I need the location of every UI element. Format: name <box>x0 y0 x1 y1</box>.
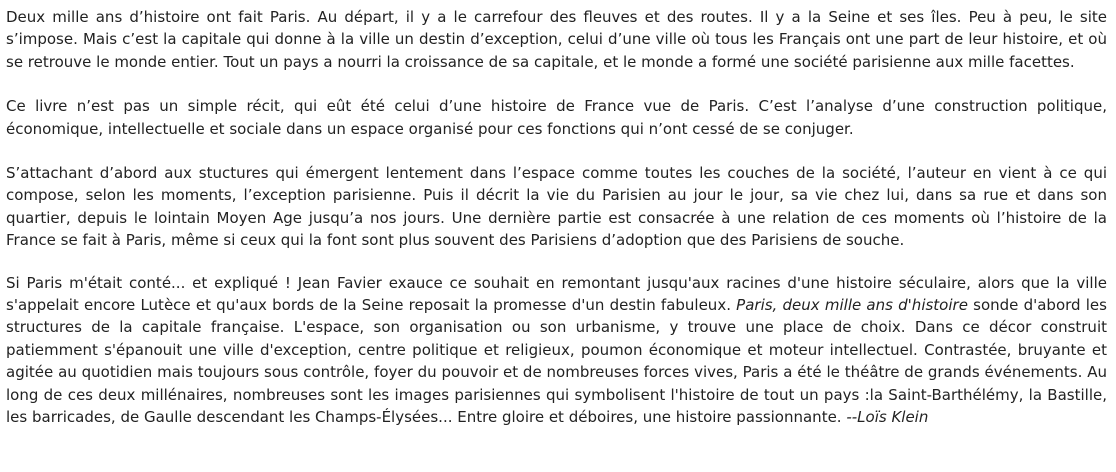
review-signature: --Loïs Klein <box>846 408 929 427</box>
review-text-body: sonde d'abord les structures de la capitale française. L'espace, son organisation ou son urbanisme, y trouve une place de choix. Dans ce décor construit patiemment s'épanouit une ville d'exception, centre politique et religieux, poumon économique et moteur intellectuel. Contrastée, bruyante et agitée au quotidien mais toujours sous contrôle, foyer du pouvoir et de nombreuses forces vives, Paris a été le théâtre de grands événements. Au long de ces deux millénaires, nombreuses sont les images parisiennes qui symbolisent l'histoire de tout un pays :la Saint-Barthélémy, la Bastille, les barricades, de Gaulle descendant les Champs-Élysées... Entre gloire et déboires, une histoire passionnante. <box>6 296 1107 427</box>
description-paragraph-3: S’attachant d’abord aux stuctures qui émergent lentement dans l’espace comme toutes les couches de la société, l’auteur en vient à ce qui compose, selon les moments, l’exception parisienne. Puis il décrit la vie du Parisien au jour le jour, sa vie chez lui, dans sa rue et dans son quartier, depuis le lointain Moyen Age jusqu’a nos jours. Une dernière partie est consacrée à une relation de ces moments où l’histoire de la France se fait à Paris, même si ceux qui la font sont plus souvent des Parisiens d’adoption que des Parisiens de souche. <box>6 164 1107 250</box>
description-paragraph-2: Ce livre n’est pas un simple récit, qui eût été celui d’une histoire de France vue de Paris. C’est l’analyse d’une construction politique, économique, intellectuelle et sociale dans un espace organisé pour ces fonctions qui n’ont cessé de se conjuger. <box>6 97 1107 138</box>
book-title: Paris, deux mille ans d'histoire <box>736 296 968 315</box>
review-text-intro: Si Paris m'était conté... et expliqué ! Jean Favier exauce ce souhait en remontant jusqu'aux racines d'une histoire séculaire, alors que la ville s'appelait encore Lutèce et qu'aux bords de la Seine reposait la promesse d'un destin fabuleux. <box>6 273 1107 315</box>
review-paragraph <box>6 272 1107 429</box>
description-paragraph-1: Deux mille ans d’histoire ont fait Paris. Au départ, il y a le carrefour des fleuves et des routes. Il y a la Seine et ses îles. Peu à peu, le site s’impose. Mais c’est la capitale qui donne à la ville un destin d’exception, celui d’une ville où tous les Français ont une part de leur histoire, et où se retrouve le monde entier. Tout un pays a nourri la croissance de sa capitale, et le monde a formé une société parisienne aux mille facettes. <box>6 8 1107 71</box>
